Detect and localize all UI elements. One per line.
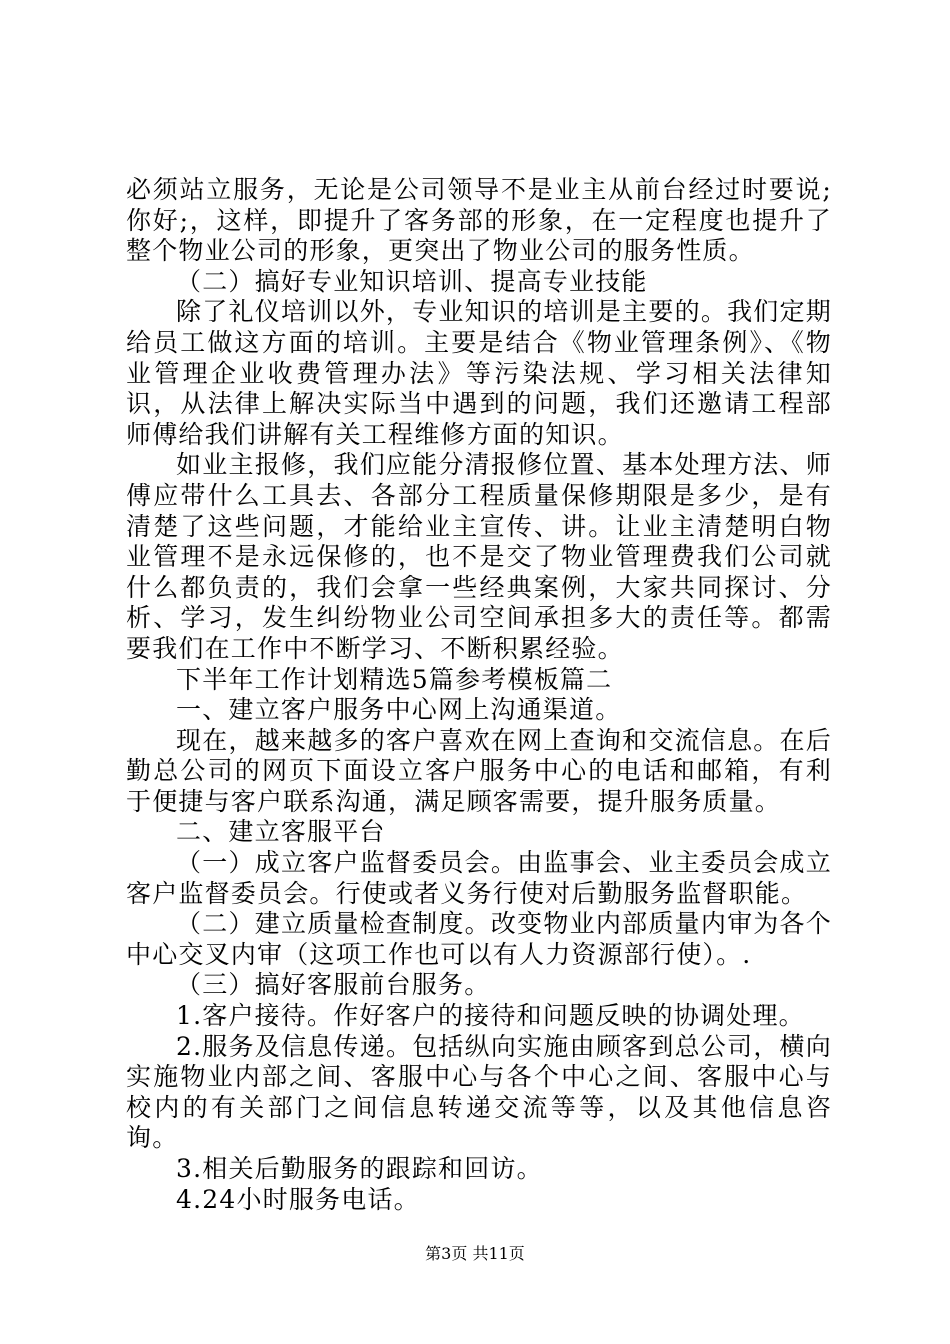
paragraph: （二）建立质量检查制度。改变物业内部质量内审为各个中心交叉内审（这项工作也可以有人力资源部行使）。.	[126, 909, 832, 969]
list-item: 4.24小时服务电话。	[176, 1184, 420, 1214]
section-heading: 一、建立客户服务中心网上沟通渠道。	[176, 695, 622, 725]
section-heading: （三）搞好客服前台服务。	[176, 970, 491, 1000]
paragraph: 如业主报修，我们应能分清报修位置、基本处理方法、师傅应带什么工具去、各部分工程质量保修期限是多少，是有清楚了这些问题，才能给业主宣传、讲。让业主清楚明白物业管理不是永远保修的，也不是交了物业管理费我们公司就什么都负责的，我们会拿一些经典案例，大家共同探讨、分析、学习，发生纠纷物业公司空间承担多大的责任等。都需要我们在工作中不断学习、不断积累经验。	[126, 450, 832, 663]
list-item: 1.客户接待。作好客户的接待和问题反映的协调处理。	[176, 1001, 805, 1031]
paragraph: 必须站立服务，无论是公司领导不是业主从前台经过时要说;你好;，这样，即提升了客务部的形象，在一定程度也提升了整个物业公司的形象，更突出了物业公司的服务性质。	[126, 175, 832, 266]
paragraph: 除了礼仪培训以外，专业知识的培训是主要的。我们定期给员工做这方面的培训。主要是结合《物业管理条例》、《物业管理企业收费管理办法》等污染法规、学习相关法律知识，从法律上解决实际当中遇到的问题，我们还邀请工程部师傅给我们讲解有关工程维修方面的知识。	[126, 297, 832, 449]
paragraph: （一）成立客户监督委员会。由监事会、业主委员会成立客户监督委员会。行使或者义务行使对后勤服务监督职能。	[126, 848, 832, 908]
page-footer	[0, 1244, 950, 1264]
page-number: 第3页 共11页	[425, 1244, 525, 1263]
list-item: 3.相关后勤服务的跟踪和回访。	[176, 1154, 543, 1183]
paragraph: 现在，越来越多的客户喜欢在网上查询和交流信息。在后勤总公司的网页下面设立客户服务中心的电话和邮箱，有利于便捷与客户联系沟通，满足顾客需要，提升服务质量。	[126, 725, 832, 816]
section-heading: （二）搞好专业知识培训、提高专业技能	[176, 266, 648, 296]
list-item: 2.服务及信息传递。包括纵向实施由顾客到总公司，横向实施物业内部之间、客服中心与各个中心之间、客服中心与校内的有关部门之间信息转递交流等等，以及其他信息咨询。	[126, 1031, 832, 1153]
section-heading: 二、建立客服平台	[176, 817, 386, 847]
article-title: 下半年工作计划精选5篇参考模板篇二	[176, 664, 613, 694]
document-body	[126, 175, 832, 1215]
